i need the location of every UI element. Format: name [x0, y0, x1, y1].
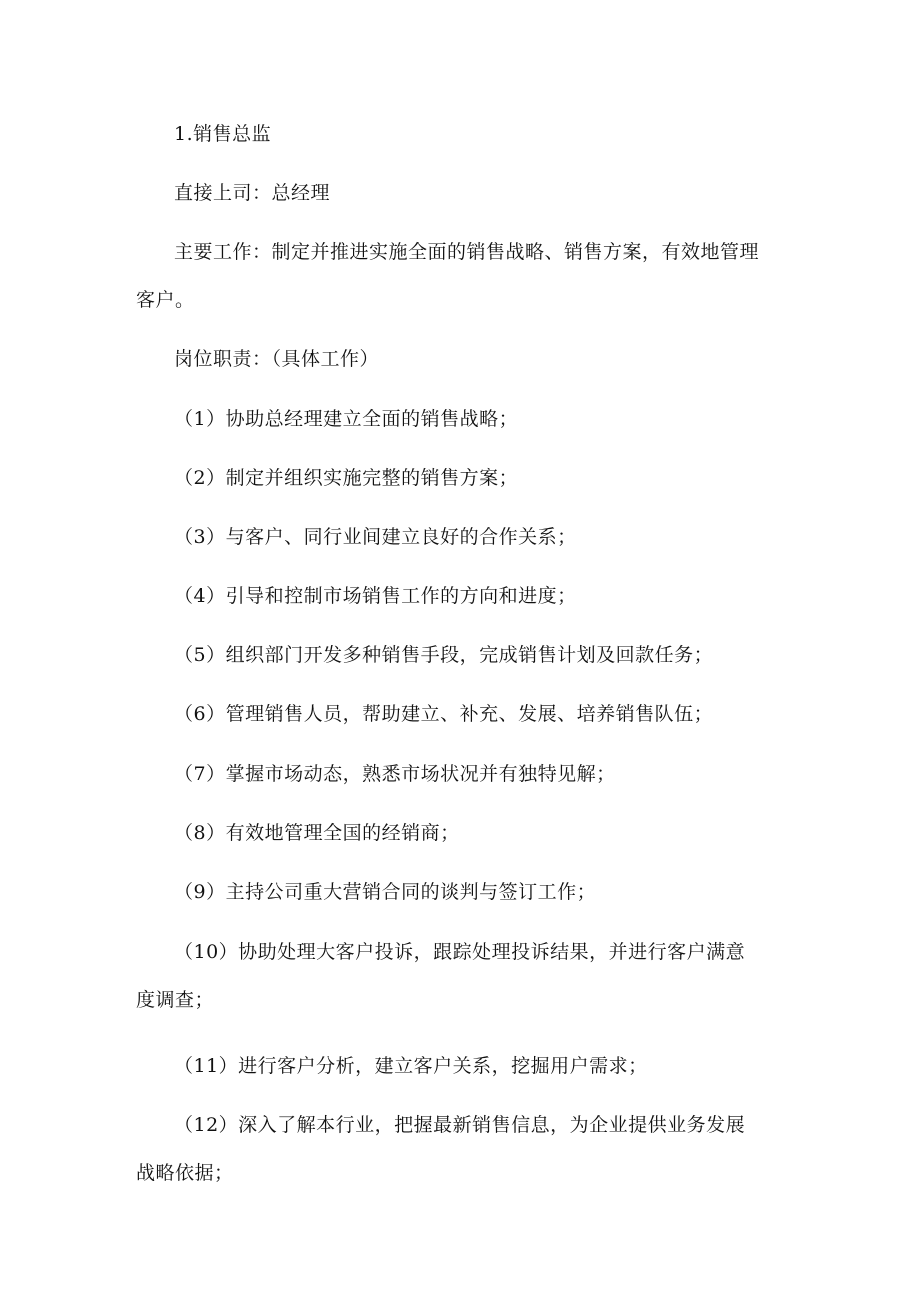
duties-title: 岗位职责：（具体工作）	[174, 348, 380, 370]
duty-item-6: （6）管理销售人员，帮助建立、补充、发展、培养销售队伍；	[174, 703, 714, 725]
duty-item-10-line-1: （10）协助处理大客户投诉，跟踪处理投诉结果，并进行客户满意	[174, 941, 746, 963]
duty-item-10-line-2: 度调查；	[136, 989, 215, 1011]
duty-item-1: （1）协助总经理建立全面的销售战略；	[174, 408, 519, 430]
duty-item-3: （3）与客户、同行业间建立良好的合作关系；	[174, 526, 577, 548]
duty-item-11: （11）进行客户分析，建立客户关系，挖掘用户需求；	[174, 1055, 648, 1077]
section-heading: 1.销售总监	[174, 123, 272, 145]
main-work-line-1: 主要工作：制定并推进实施全面的销售战略、销售方案，有效地管理	[174, 241, 760, 263]
duty-item-9: （9）主持公司重大营销合同的谈判与签订工作；	[174, 881, 597, 903]
duty-item-5: （5）组织部门开发多种销售手段，完成销售计划及回款任务；	[174, 644, 714, 666]
duty-item-7: （7）掌握市场动态，熟悉市场状况并有独特见解；	[174, 763, 616, 785]
duty-item-2: （2）制定并组织实施完整的销售方案；	[174, 467, 519, 489]
duty-item-4: （4）引导和控制市场销售工作的方向和进度；	[174, 585, 577, 607]
duty-item-12-line-1: （12）深入了解本行业，把握最新销售信息，为企业提供业务发展	[174, 1114, 746, 1136]
duty-item-12-line-2: 战略依据；	[136, 1162, 234, 1184]
supervisor-line: 直接上司：总经理	[174, 182, 331, 204]
main-work-line-2: 客户。	[136, 289, 195, 311]
duty-item-8: （8）有效地管理全国的经销商；	[174, 822, 460, 844]
